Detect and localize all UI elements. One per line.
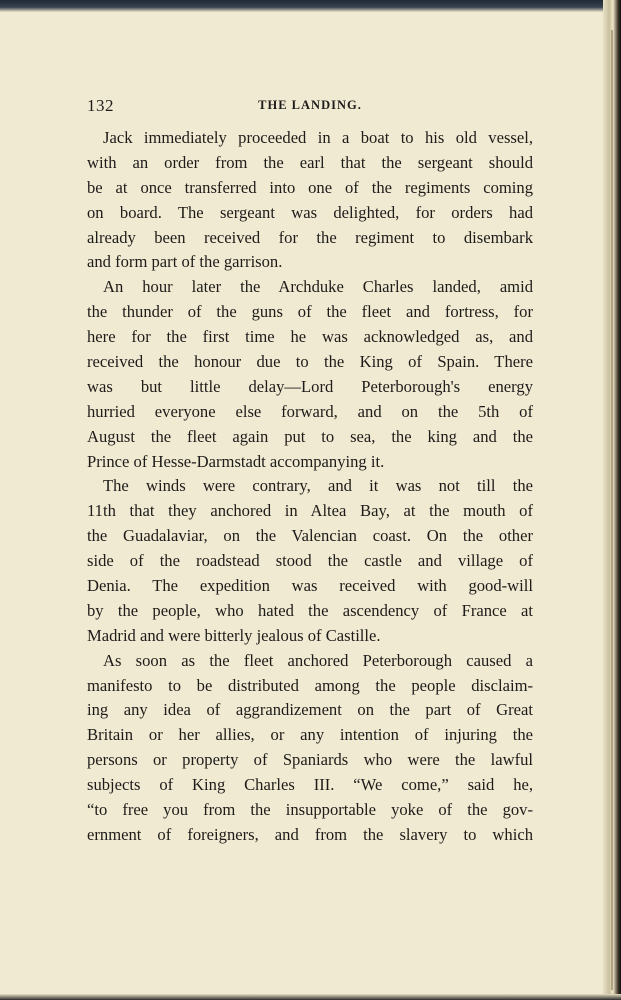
text-line: August the fleet again put to sea, the king and the: [87, 426, 533, 446]
running-head: THE LANDING.: [258, 98, 362, 112]
text-line: Prince of Hesse-Darmstadt accompanying it.: [87, 451, 385, 471]
body-text: [87, 126, 533, 848]
text-line: As soon as the fleet anchored Peterborough caused a: [103, 650, 533, 670]
text-line: with an order from the earl that the sergeant should: [87, 152, 533, 172]
text-line: on board. The sergeant was delighted, for orders had: [87, 202, 533, 222]
text-line: and form part of the garrison.: [87, 252, 283, 272]
text-line: be at once transferred into one of the regiments coming: [87, 177, 533, 197]
bottom-page-edge: [0, 994, 621, 1000]
text-line: manifesto to be distributed among the people disclaim-: [87, 675, 533, 695]
page-number: 132: [87, 96, 114, 115]
text-line: subjects of King Charles III. “We come,” said he,: [87, 775, 533, 795]
text-line: the thunder of the guns of the fleet and fortress, for: [87, 302, 533, 322]
text-line: hurried everyone else forward, and on the 5th of: [87, 401, 533, 421]
paragraph: [87, 275, 533, 474]
text-line: ing any idea of aggrandizement on the part of Great: [87, 700, 533, 720]
paragraph: [87, 126, 533, 275]
text-line: was but little delay—Lord Peterborough's energy: [87, 376, 533, 396]
paragraph: [87, 474, 533, 648]
paragraph: [87, 649, 533, 848]
text-line: the Guadalaviar, on the Valencian coast. On the other: [87, 526, 533, 546]
text-line: “to free you from the insupportable yoke of the gov-: [87, 800, 533, 820]
text-line: by the people, who hated the ascendency of France at: [87, 600, 533, 620]
text-line: The winds were contrary, and it was not till the: [103, 476, 533, 496]
text-line: here for the first time he was acknowledged as, and: [87, 327, 533, 347]
text-line: already been received for the regiment to disembark: [87, 227, 533, 247]
text-line: received the honour due to the King of Spain. There: [87, 352, 533, 372]
text-line: Denia. The expedition was received with good-will: [87, 576, 533, 596]
text-line: An hour later the Archduke Charles landed, amid: [103, 277, 533, 297]
text-line: 11th that they anchored in Altea Bay, at the mouth of: [87, 501, 533, 521]
text-line: Jack immediately proceeded in a boat to his old vessel,: [103, 128, 533, 147]
text-line: persons or property of Spaniards who were the lawful: [87, 750, 533, 770]
page-binding-line: [611, 30, 613, 990]
text-line: Britain or her allies, or any intention of injuring the: [87, 725, 533, 745]
text-line: ernment of foreigners, and from the slavery to which: [87, 824, 533, 844]
top-page-edge: [0, 0, 621, 12]
page-header: [87, 96, 533, 116]
text-line: Madrid and were bitterly jealous of Castille.: [87, 625, 381, 645]
text-line: side of the roadstead stood the castle and village of: [87, 551, 533, 571]
